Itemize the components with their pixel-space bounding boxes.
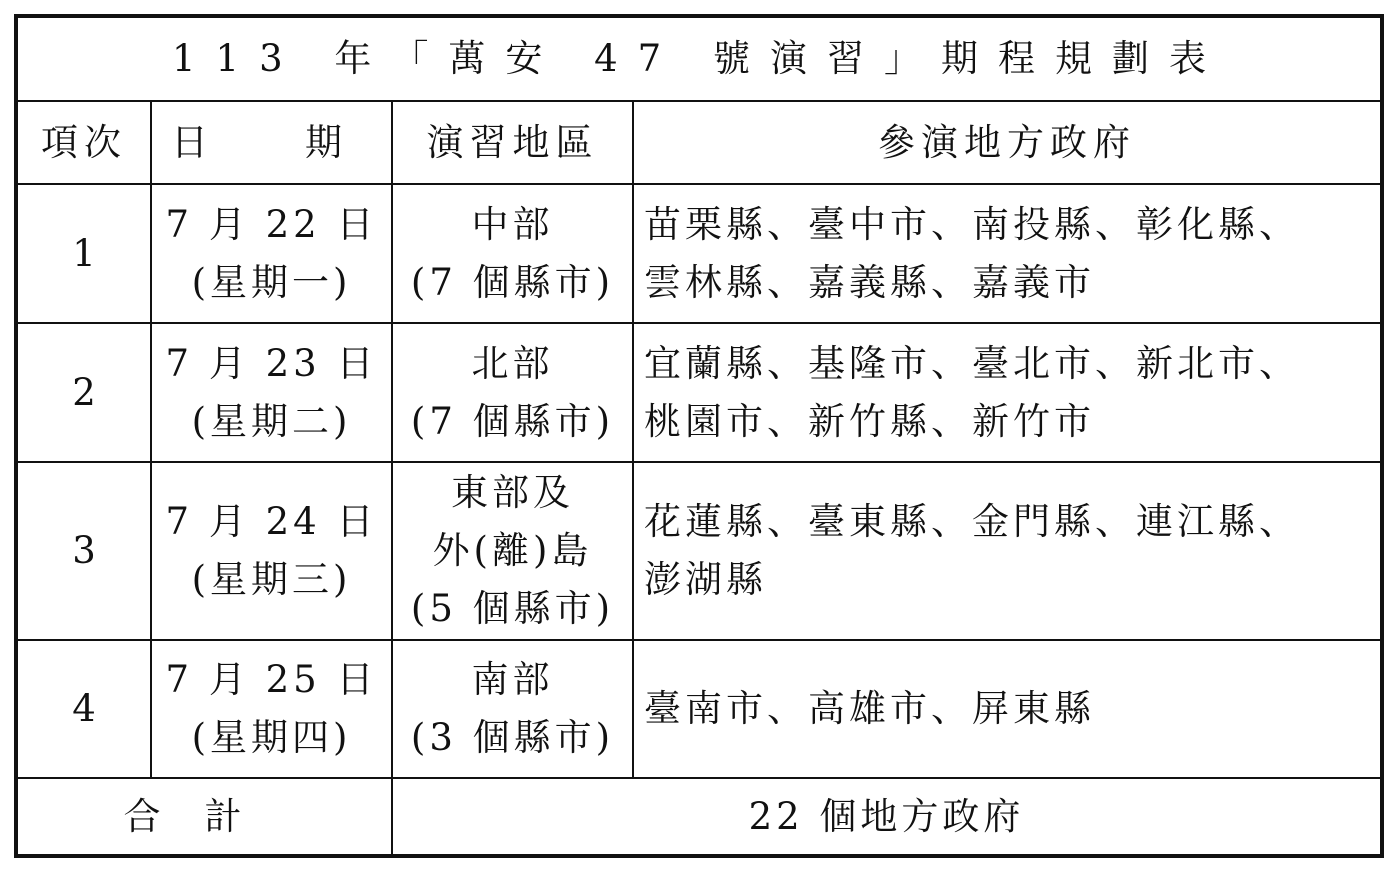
governments-line: 苗栗縣、臺中市、南投縣、彰化縣、	[644, 202, 1300, 246]
row-region	[392, 462, 633, 640]
row-governments	[633, 184, 1380, 323]
table-title: 113 年「萬安 47 號演習」期程規劃表	[18, 18, 1380, 101]
header-date: 日 期	[151, 101, 392, 184]
date-line: 7 月 23 日	[165, 341, 378, 385]
schedule-sheet	[14, 14, 1384, 858]
region-count-line: (3 個縣市)	[410, 716, 615, 759]
header-region: 演習地區	[392, 101, 633, 184]
governments-line: 澎湖縣	[644, 558, 767, 601]
region-count-line: (5 個縣市)	[410, 587, 615, 630]
region-line: 東部及	[451, 471, 574, 514]
row-governments	[633, 640, 1380, 778]
region-line: 北部	[471, 341, 554, 385]
table-row	[18, 184, 1380, 323]
weekday-line: (星期四)	[191, 716, 352, 759]
row-item: 1	[18, 184, 151, 323]
region-count-line: (7 個縣市)	[410, 260, 615, 304]
governments-line: 雲林縣、嘉義縣、嘉義市	[644, 260, 1095, 304]
governments-line: 臺南市、高雄市、屏東縣	[644, 687, 1095, 730]
weekday-line: (星期一)	[191, 260, 352, 304]
header-item: 項次	[18, 101, 151, 184]
row-item: 2	[18, 323, 151, 462]
table-row	[18, 462, 1380, 640]
row-region	[392, 640, 633, 778]
weekday-line: (星期二)	[191, 399, 352, 443]
header-governments: 參演地方政府	[633, 101, 1380, 184]
total-value: 22 個地方政府	[392, 778, 1380, 854]
governments-line: 桃園市、新竹縣、新竹市	[644, 399, 1095, 443]
region-line: 中部	[471, 202, 554, 246]
row-governments	[633, 323, 1380, 462]
row-date	[151, 462, 392, 640]
governments-line: 花蓮縣、臺東縣、金門縣、連江縣、	[644, 500, 1300, 543]
date-line: 7 月 24 日	[165, 500, 378, 543]
header-row	[18, 101, 1380, 184]
row-item: 4	[18, 640, 151, 778]
weekday-line: (星期三)	[191, 558, 352, 601]
title-row	[18, 18, 1380, 101]
region-line: 外(離)島	[432, 529, 593, 572]
table-row	[18, 323, 1380, 462]
table-row	[18, 640, 1380, 778]
row-region	[392, 323, 633, 462]
region-line: 南部	[471, 658, 554, 701]
date-line: 7 月 25 日	[165, 658, 378, 701]
total-row	[18, 778, 1380, 854]
row-governments	[633, 462, 1380, 640]
row-item: 3	[18, 462, 151, 640]
row-date	[151, 184, 392, 323]
row-date	[151, 323, 392, 462]
date-line: 7 月 22 日	[165, 202, 378, 246]
row-region	[392, 184, 633, 323]
governments-line: 宜蘭縣、基隆市、臺北市、新北市、	[644, 341, 1300, 385]
total-label: 合計	[18, 778, 392, 854]
region-count-line: (7 個縣市)	[410, 399, 615, 443]
schedule-table	[18, 18, 1380, 854]
row-date	[151, 640, 392, 778]
